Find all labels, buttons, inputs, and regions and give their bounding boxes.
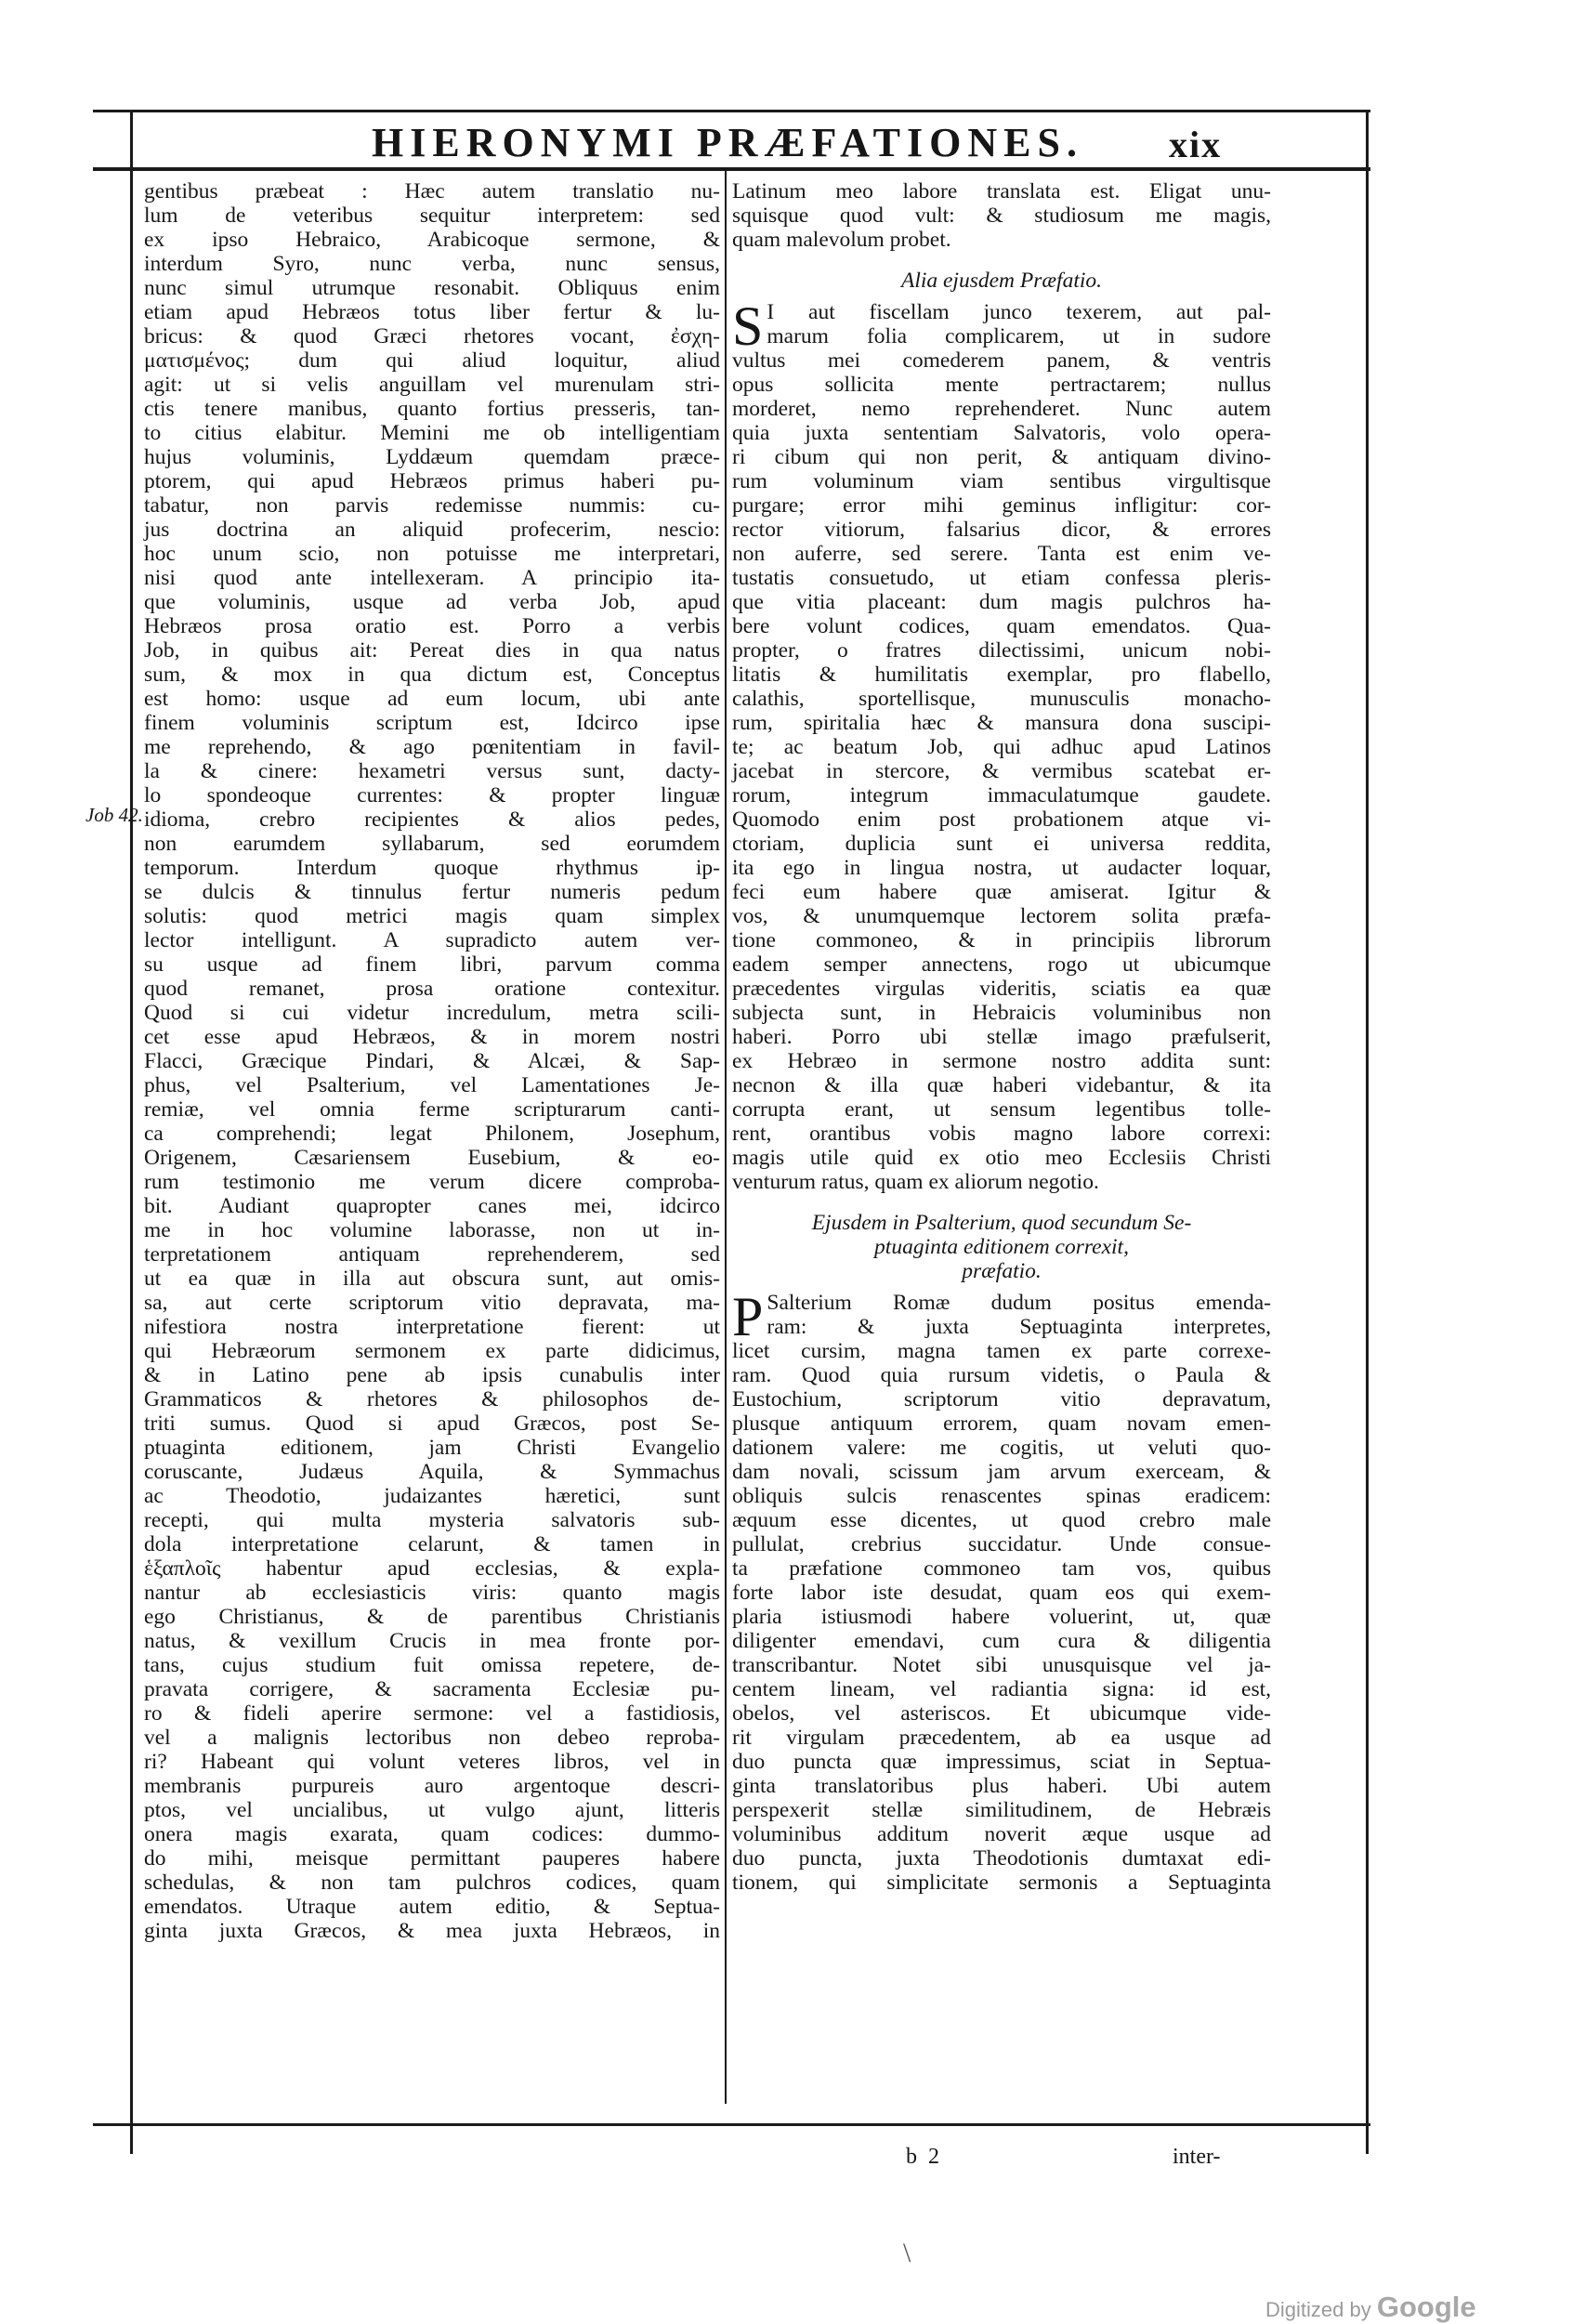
signature-mark: b 2 bbox=[906, 2145, 942, 2169]
text-line: interdum Syro, nunc verba, nunc sensus, bbox=[144, 252, 720, 276]
left-column bbox=[144, 179, 720, 1943]
text-line: dola interpretatione celarunt, & tamen in bbox=[144, 1532, 720, 1556]
text-line: purgare; error mihi geminus infligitur: cor- bbox=[732, 493, 1271, 518]
text-line: ginta juxta Græcos, & mea juxta Hebræos, in bbox=[144, 1919, 720, 1943]
text-line: Salterium Romæ dudum positus emenda- bbox=[767, 1291, 1271, 1315]
text-line: voluminibus additum noverit æque usque ad bbox=[732, 1822, 1271, 1846]
text-line: hoc unum scio, non potuisse me interpretari, bbox=[144, 542, 720, 566]
text-line: me in hoc volumine laborasse, non ut in- bbox=[144, 1218, 720, 1242]
text-line: quia juxta sententiam Salvatoris, volo opera- bbox=[732, 421, 1271, 445]
text-line: ri? Habeant qui volunt veteres libros, vel in bbox=[144, 1750, 720, 1774]
top-rule bbox=[93, 110, 1370, 112]
text-line: licet cursim, magna tamen ex parte correxe- bbox=[732, 1339, 1271, 1363]
dropcap-s: S bbox=[732, 295, 764, 357]
text-line: eadem semper annectens, rogo ut ubicumque bbox=[732, 952, 1271, 977]
text-line: sum, & mox in qua dictum est, Conceptus bbox=[144, 663, 720, 687]
text-line: lo spondeoque currentes: & propter linguæ bbox=[144, 783, 720, 807]
stray-mark: \ bbox=[903, 2238, 911, 2268]
text-line: ta præfatione commoneo tam vos, quibus bbox=[732, 1556, 1271, 1581]
text-line: pravata corrigere, & sacramenta Ecclesiæ pu- bbox=[144, 1677, 720, 1701]
text-line: rorum, integrum immaculatumque gaudete. bbox=[732, 783, 1271, 807]
text-line: ptorem, qui apud Hebræos primus haberi pu- bbox=[144, 469, 720, 493]
text-line: Flacci, Græcique Pindari, & Alcæi, & Sap- bbox=[144, 1049, 720, 1073]
text-line: te; ac beatum Job, qui adhuc apud Latinos bbox=[732, 735, 1271, 759]
text-line: haberi. Porro ubi stellæ imago præfulserit, bbox=[732, 1025, 1271, 1049]
intro-lines bbox=[732, 179, 1271, 252]
text-line: tans, cujus studium fuit omissa repetere, de- bbox=[144, 1653, 720, 1677]
text-line: rent, orantibus vobis magno labore correxi: bbox=[732, 1122, 1271, 1146]
text-line: ptuaginta editionem, jam Christi Evangelio bbox=[144, 1436, 720, 1460]
text-line: que voluminis, usque ad verba Job, apud bbox=[144, 590, 720, 614]
text-line: æquum esse dicentes, ut quod crebro male bbox=[732, 1508, 1271, 1532]
text-line: terpretationem antiquam reprehenderem, sed bbox=[144, 1242, 720, 1267]
text-line: rum voluminum viam sentibus virgultisque bbox=[732, 469, 1271, 493]
text-line: phus, vel Psalterium, vel Lamentationes Je- bbox=[144, 1073, 720, 1097]
text-line: schedulas, & non tam pulchros codices, quam bbox=[144, 1871, 720, 1895]
text-line: duo puncta, juxta Theodotionis dumtaxat edi- bbox=[732, 1846, 1271, 1871]
text-line: nunc simul utrumque resonabit. Obliquus enim bbox=[144, 276, 720, 300]
dropcap-p: P bbox=[732, 1286, 764, 1347]
text-line: non auferre, sed serere. Tanta est enim ve- bbox=[732, 542, 1271, 566]
section2-heading bbox=[732, 1211, 1271, 1283]
text-line: tabatur, non parvis redemisse nummis: cu- bbox=[144, 493, 720, 518]
text-line: etiam apud Hebræos totus liber fertur & lu- bbox=[144, 300, 720, 324]
text-line: ctis tenere manibus, quanto fortius presseris, tan- bbox=[144, 397, 720, 421]
text-line: vultus mei comederem panem, & ventris bbox=[732, 348, 1271, 373]
text-line: perspexerit stellæ similitudinem, de Hebræis bbox=[732, 1798, 1271, 1822]
text-line: nisi quod ante intellexeram. A principio ita- bbox=[144, 566, 720, 590]
text-line: la & cinere: hexametri versus sunt, dacty- bbox=[144, 759, 720, 783]
text-line: I aut fiscellam junco texerem, aut pal- bbox=[767, 300, 1271, 324]
text-line: est homo: usque ad eum locum, ubi ante bbox=[144, 687, 720, 711]
digitized-watermark bbox=[1265, 2291, 1476, 2324]
text-line: dam novali, scissum jam arvum exerceam, & bbox=[732, 1460, 1271, 1484]
text-line: idioma, crebro recipientes & alios pedes, bbox=[144, 807, 720, 832]
text-line: to citius elabitur. Memini me ob intelligentiam bbox=[144, 421, 720, 445]
text-line: calathis, sportellisque, munusculis monacho- bbox=[732, 687, 1271, 711]
text-line: tionem, qui simplicitate sermonis a Septuaginta bbox=[732, 1871, 1271, 1895]
text-line: cet esse apud Hebræos, & in morem nostri bbox=[144, 1025, 720, 1049]
text-line: Origenem, Cæsariensem Eusebium, & eo- bbox=[144, 1146, 720, 1170]
header-rule bbox=[93, 167, 1370, 171]
text-line: diligenter emendavi, cum cura & diligentia bbox=[732, 1629, 1271, 1653]
text-line: onera magis exarata, quam codices: dummo- bbox=[144, 1822, 720, 1846]
text-line: litatis & humilitatis exemplar, pro flabello, bbox=[732, 663, 1271, 687]
text-line: ex Hebræo in sermone nostro addita sunt: bbox=[732, 1049, 1271, 1073]
text-line: non earumdem syllabarum, sed eorumdem bbox=[144, 832, 720, 856]
text-line: rum testimonio me verum dicere comproba- bbox=[144, 1170, 720, 1194]
text-line: gentibus præbeat : Hæc autem translatio nu- bbox=[144, 179, 720, 204]
text-line: morderet, nemo reprehenderet. Nunc autem bbox=[732, 397, 1271, 421]
text-line: feci eum habere quæ amiserat. Igitur & bbox=[732, 880, 1271, 904]
text-line: ctoriam, duplicia sunt ei universa reddita, bbox=[732, 832, 1271, 856]
section2-heading-line: ptuaginta editionem correxit, bbox=[874, 1235, 1129, 1259]
text-line: rum, spiritalia hæc & mansura dona suscipi- bbox=[732, 711, 1271, 735]
text-line: necnon & illa quæ haberi videbantur, & ita bbox=[732, 1073, 1271, 1097]
bottom-rule bbox=[93, 2123, 1370, 2126]
text-line: obliquis sulcis renascentes spinas eradicem: bbox=[732, 1484, 1271, 1508]
text-line: nantur ab ecclesiasticis viris: quanto magis bbox=[144, 1581, 720, 1605]
text-line: temporum. Interdum quoque rhythmus ip- bbox=[144, 856, 720, 880]
text-line: nifestiora nostra interpretatione fierent: ut bbox=[144, 1315, 720, 1339]
text-line: triti sumus. Quod si apud Græcos, post Se- bbox=[144, 1411, 720, 1436]
text-line: dationem valere: me cogitis, ut veluti quo- bbox=[732, 1436, 1271, 1460]
text-line: bit. Audiant quapropter canes mei, idcirco bbox=[144, 1194, 720, 1218]
text-line: membranis purpureis auro argentoque descri- bbox=[144, 1774, 720, 1798]
text-line: & in Latino pene ab ipsis cunabulis inter bbox=[144, 1363, 720, 1387]
catchword: inter- bbox=[1173, 2145, 1221, 2169]
text-line: lector intelligunt. A supradicto autem ver- bbox=[144, 928, 720, 952]
text-line: tustatis consuetudo, ut etiam confessa pleris- bbox=[732, 566, 1271, 590]
text-line: se dulcis & tinnulus fertur numeris pedum bbox=[144, 880, 720, 904]
text-line: vel a malignis lectoribus non debeo reproba- bbox=[144, 1726, 720, 1750]
text-line: sa, aut certe scriptorum vitio depravata, ma- bbox=[144, 1291, 720, 1315]
text-line: Eustochium, scriptorum vitio depravatum, bbox=[732, 1387, 1271, 1411]
text-line: Quod si cui videtur incredulum, metra scili- bbox=[144, 1001, 720, 1025]
right-column bbox=[732, 179, 1271, 1895]
text-line: que vitia placeant: dum magis pulchros ha- bbox=[732, 590, 1271, 614]
text-line: ita ego in lingua nostra, ut audacter loquar, bbox=[732, 856, 1271, 880]
text-line: bere volunt codices, quam emendatos. Qua- bbox=[732, 614, 1271, 638]
text-line: ram: & juxta Septuaginta interpretes, bbox=[767, 1315, 1271, 1339]
section2-heading-line: Ejusdem in Psalterium, quod secundum Se- bbox=[811, 1211, 1192, 1235]
margin-note: Job 42. bbox=[85, 804, 143, 826]
text-line: quod remanet, prosa oratione contexitur. bbox=[144, 977, 720, 1001]
text-line: marum folia complicarem, ut in sudore bbox=[767, 324, 1271, 348]
text-line: Hebræos prosa oratio est. Porro a verbis bbox=[144, 614, 720, 638]
text-line: rit virgulam præcedentem, ab ea usque ad bbox=[732, 1726, 1271, 1750]
text-line: ptos, vel uncialibus, ut vulgo ajunt, litteris bbox=[144, 1798, 720, 1822]
text-line: plaria istiusmodi habere voluerint, ut, quæ bbox=[732, 1605, 1271, 1629]
watermark-brand: Google bbox=[1376, 2291, 1476, 2323]
section1-heading: Alia ejusdem Præfatio. bbox=[900, 269, 1103, 293]
text-line: Job, in quibus ait: Pereat dies in qua natus bbox=[144, 638, 720, 663]
text-line: corrupta erant, ut sensum legentibus tolle- bbox=[732, 1097, 1271, 1122]
text-line: tione commoneo, & in principiis librorum bbox=[732, 928, 1271, 952]
text-line: finem voluminis scriptum est, Idcirco ipse bbox=[144, 711, 720, 735]
section1-body bbox=[732, 295, 1271, 1194]
text-line: quam malevolum probet. bbox=[732, 228, 951, 252]
text-line: Latinum meo labore translata est. Eligat unu- bbox=[732, 179, 1271, 204]
text-line: ego Christianus, & de parentibus Christianis bbox=[144, 1605, 720, 1629]
text-line: ματισμένος; dum qui aliud loquitur, aliud bbox=[144, 348, 720, 373]
text-line: recepti, qui multa mysteria salvatoris sub- bbox=[144, 1508, 720, 1532]
text-line: ginta translatoribus plus haberi. Ubi autem bbox=[732, 1774, 1271, 1798]
text-line: venturum ratus, quam ex aliorum negotio. bbox=[732, 1170, 1099, 1194]
text-line: lum de veteribus sequitur interpretem: sed bbox=[144, 204, 720, 228]
page-number: xix bbox=[1169, 124, 1223, 165]
text-line: rector vitiorum, falsarius dicor, & errores bbox=[732, 518, 1271, 542]
text-line: centem lineam, vel radiantia signa: id est, bbox=[732, 1677, 1271, 1701]
text-line: ri cibum qui non perit, & antiquam divino- bbox=[732, 445, 1271, 469]
text-line: coruscante, Judæus Aquila, & Symmachus bbox=[144, 1460, 720, 1484]
text-line: ut ea quæ in illa aut obscura sunt, aut omis- bbox=[144, 1267, 720, 1291]
left-border bbox=[130, 110, 133, 2154]
page-title: HIERONYMI PRÆFATIONES. bbox=[372, 120, 1083, 165]
column-divider bbox=[725, 171, 727, 2104]
text-line: jacebat in stercore, & vermibus scatebat er- bbox=[732, 759, 1271, 783]
text-line: remiæ, vel omnia ferme scripturarum canti- bbox=[144, 1097, 720, 1122]
text-line: duo puncta quæ impressimus, sciat in Septua- bbox=[732, 1750, 1271, 1774]
text-line: magis utile quid ex otio meo Ecclesiis Christi bbox=[732, 1146, 1271, 1170]
section2-body bbox=[732, 1286, 1271, 1895]
text-line: jus doctrina an aliquid profecerim, nescio: bbox=[144, 518, 720, 542]
text-line: qui Hebræorum sermonem ex parte didicimus, bbox=[144, 1339, 720, 1363]
text-line: opus sollicita mente pertractarem; nullus bbox=[732, 373, 1271, 397]
text-line: bricus: & quod Græci rhetores vocant, ἐσχη- bbox=[144, 324, 720, 348]
text-line: præcedentes virgulas videritis, sciatis ea quæ bbox=[732, 977, 1271, 1001]
text-line: me reprehendo, & ago pœnitentiam in favil- bbox=[144, 735, 720, 759]
text-line: agit: ut si velis anguillam vel murenulam stri- bbox=[144, 373, 720, 397]
text-line: ἑξαπλοῖς habentur apud ecclesias, & expla- bbox=[144, 1556, 720, 1581]
text-line: Quomodo enim post probationem atque vi- bbox=[732, 807, 1271, 832]
text-line: emendatos. Utraque autem editio, & Septua- bbox=[144, 1895, 720, 1919]
text-line: pullulat, crebrius succidatur. Unde consue- bbox=[732, 1532, 1271, 1556]
text-line: squisque quod vult: & studiosum me magis, bbox=[732, 204, 1271, 228]
text-line: vos, & unumquemque lectorem solita præfa- bbox=[732, 904, 1271, 928]
text-line: solutis: quod metrici magis quam simplex bbox=[144, 904, 720, 928]
text-line: do mihi, meisque permittant pauperes habere bbox=[144, 1846, 720, 1871]
text-line: ro & fideli aperire sermone: vel a fastidiosis, bbox=[144, 1701, 720, 1726]
text-line: ca comprehendi; legat Philonem, Josephum, bbox=[144, 1122, 720, 1146]
text-line: ram. Quod quia rursum videtis, o Paula & bbox=[732, 1363, 1271, 1387]
text-line: su usque ad finem libri, parvum comma bbox=[144, 952, 720, 977]
text-line: propter, o fratres dilectissimi, unicum nobi- bbox=[732, 638, 1271, 663]
section2-heading-line: præfatio. bbox=[962, 1259, 1042, 1283]
text-line: hujus voluminis, Lyddæum quemdam præce- bbox=[144, 445, 720, 469]
text-line: transcribantur. Notet sibi unusquisque vel ja- bbox=[732, 1653, 1271, 1677]
right-border bbox=[1366, 110, 1369, 2154]
text-line: Grammaticos & rhetores & philosophos de- bbox=[144, 1387, 720, 1411]
text-line: natus, & vexillum Crucis in mea fronte por- bbox=[144, 1629, 720, 1653]
watermark-prefix: Digitized by bbox=[1265, 2298, 1371, 2321]
text-line: ex ipso Hebraico, Arabicoque sermone, & bbox=[144, 228, 720, 252]
text-line: plusque antiquum errorem, quam novam emen- bbox=[732, 1411, 1271, 1436]
text-line: forte labor iste desudat, quam eos qui exem- bbox=[732, 1581, 1271, 1605]
text-line: obelos, vel asteriscos. Et ubicumque vide- bbox=[732, 1701, 1271, 1726]
text-line: ac Theodotio, judaizantes hæretici, sunt bbox=[144, 1484, 720, 1508]
text-line: subjecta sunt, in Hebraicis voluminibus non bbox=[732, 1001, 1271, 1025]
